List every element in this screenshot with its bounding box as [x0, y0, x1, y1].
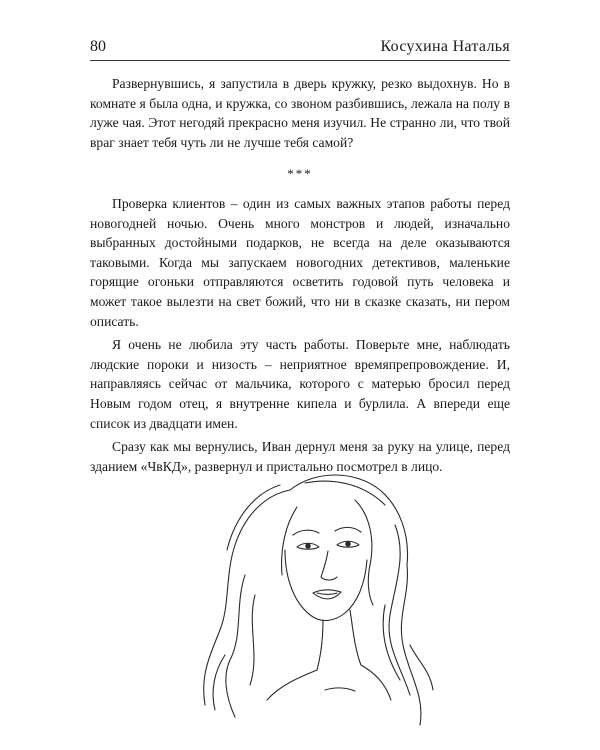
woman-portrait-sketch-icon	[185, 455, 435, 735]
body-text	[90, 74, 510, 480]
header-divider	[90, 60, 510, 61]
running-head-author: Косухина Наталья	[380, 38, 510, 55]
paragraph: Я очень не любила эту часть работы. Поверьте мне, наблюдать людские пороки и низость – неприятное времяпрепровождение. И, направляясь сейчас от мальчика, которого с матерью бросил перед Новым годом отец, я внутренне кипела и бурлила. А впереди еще список из двадцати имен.	[90, 337, 510, 431]
page-number: 80	[90, 38, 106, 55]
page-header	[90, 32, 510, 62]
section-separator: ***	[287, 166, 313, 182]
paragraph: Развернувшись, я запустила в дверь кружку, резко выдохнув. Но в комнате я была одна, и кружка, со звоном разбившись, лежала на полу в луже чая. Этот негодяй прекрасно меня изучил. Не странно ли, что твой враг знает тебя чуть ли не лучше тебя самой?	[90, 76, 510, 150]
paragraph: Проверка клиентов – один из самых важных этапов работы перед новогодней ночью. Очень много монстров и людей, изначально выбранных достойными подарков, не всегда на деле оказываются таковыми. Когда мы запускаем новогодних детективов, маленькие горящие огоньки отправляются осветить годовой путь человека и может такое вылезти на свет божий, что ни в сказке сказать, ни пером описать.	[90, 195, 510, 329]
paragraph: Сразу как мы вернулись, Иван дернул меня за руку на улице, перед зданием «ЧвКД», развернул и пристально посмотрел в лицо.	[90, 439, 510, 474]
